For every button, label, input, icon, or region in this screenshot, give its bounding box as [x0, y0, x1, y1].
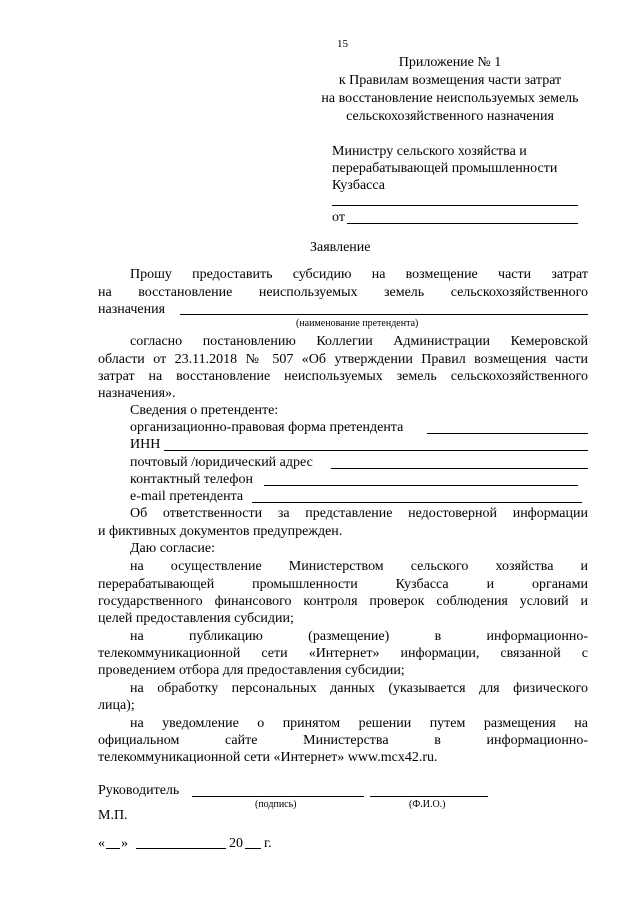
consent-item-2-line-2: телекоммуникационной сети «Интернет» информации, связанной с — [98, 646, 588, 661]
consent-item-1-line-3: государственного финансового контроля проверок соблюдения условий и — [98, 594, 588, 609]
addressee-from-field[interactable] — [347, 223, 578, 224]
signature-field[interactable] — [192, 796, 364, 797]
consent-item-3-line-1: на обработку персональных данных (указывается для физического — [130, 681, 588, 696]
consent-item-2-line-3: проведением отбора для предоставления субсидии; — [98, 663, 405, 678]
stamp-label: М.П. — [98, 808, 128, 823]
consent-item-4-line-2: официальном сайте Министерства в информационно- — [98, 733, 588, 748]
consent-item-1-line-4: целей предоставления субсидии; — [98, 611, 294, 626]
address-field[interactable] — [331, 468, 588, 469]
email-label: e-mail претендента — [130, 489, 244, 504]
org-form-field[interactable] — [427, 433, 588, 434]
email-field[interactable] — [252, 502, 582, 503]
date-year-suffix: г. — [264, 836, 272, 851]
appendix-line-1: к Правилам возмещения части затрат — [338, 73, 562, 88]
inn-field[interactable] — [164, 450, 588, 451]
head-label: Руководитель — [98, 783, 180, 798]
date-open-quote: « — [98, 836, 105, 851]
addressee-blank-line[interactable] — [332, 205, 578, 206]
request-label-purpose: назначения — [98, 302, 166, 317]
request-line-1: Прошу предоставить субсидию на возмещение части затрат — [130, 267, 588, 282]
responsibility-line-1: Об ответственности за представление недостоверной информации — [130, 506, 588, 521]
appendix-header — [310, 54, 590, 126]
signature-caption: (подпись) — [255, 799, 297, 810]
inn-label: ИНН — [130, 437, 161, 452]
date-close-quote: » — [121, 836, 128, 851]
responsibility-line-2: и фиктивных документов предупрежден. — [98, 524, 343, 539]
consent-heading: Даю согласие: — [130, 541, 215, 556]
addressee-line-2: перерабатывающей промышленности — [332, 161, 558, 176]
org-form-label: организационно-правовая форма претендента — [130, 420, 404, 435]
addressee-line-1: Министру сельского хозяйства и — [332, 144, 527, 159]
appendix-title: Приложение № 1 — [398, 55, 502, 70]
applicant-info-heading: Сведения о претенденте: — [130, 403, 279, 418]
basis-line-1: согласно постановлению Коллегии Администрации Кемеровской — [130, 334, 588, 349]
date-year-field[interactable] — [245, 848, 261, 849]
appendix-line-3: сельскохозяйственного назначения — [346, 109, 554, 124]
phone-label: контактный телефон — [130, 472, 253, 487]
applicant-name-caption: (наименование претендента) — [296, 318, 419, 329]
addressee-from-label: от — [332, 210, 345, 225]
date-month-field[interactable] — [136, 848, 226, 849]
basis-line-3: затрат на восстановление неиспользуемых земель сельскохозяйственного — [98, 369, 588, 384]
basis-line-2: области от 23.11.2018 № 507 «Об утверждении Правил возмещения части — [98, 352, 588, 367]
consent-item-1-line-2: перерабатывающей промышленности Кузбасса и органами — [98, 577, 588, 592]
phone-field[interactable] — [264, 485, 578, 486]
basis-line-4: назначения». — [98, 386, 176, 401]
consent-item-3-line-2: лица); — [98, 698, 135, 713]
full-name-field[interactable] — [370, 796, 488, 797]
applicant-name-field[interactable] — [180, 314, 588, 315]
consent-item-2-line-1: на публикацию (размещение) в информационно- — [130, 629, 588, 644]
addressee-line-3: Кузбасса — [332, 178, 385, 193]
date-year-prefix: 20 — [229, 836, 243, 851]
consent-item-1-line-1: на осуществление Министерством сельского хозяйства и — [130, 559, 588, 574]
page-number: 15 — [337, 38, 348, 50]
request-line-2: на восстановление неиспользуемых земель сельскохозяйственного — [98, 285, 588, 300]
document-heading: Заявление — [310, 240, 371, 255]
consent-item-4-line-3: телекоммуникационной сети «Интернет» www.mcx42.ru. — [98, 750, 438, 765]
consent-item-4-line-1: на уведомление о принятом решении путем размещения на — [130, 716, 588, 731]
date-day-field[interactable] — [106, 848, 120, 849]
address-label: почтовый /юридический адрес — [130, 455, 313, 470]
appendix-line-2: на восстановление неиспользуемых земель — [321, 91, 579, 106]
full-name-caption: (Ф.И.О.) — [409, 799, 446, 810]
